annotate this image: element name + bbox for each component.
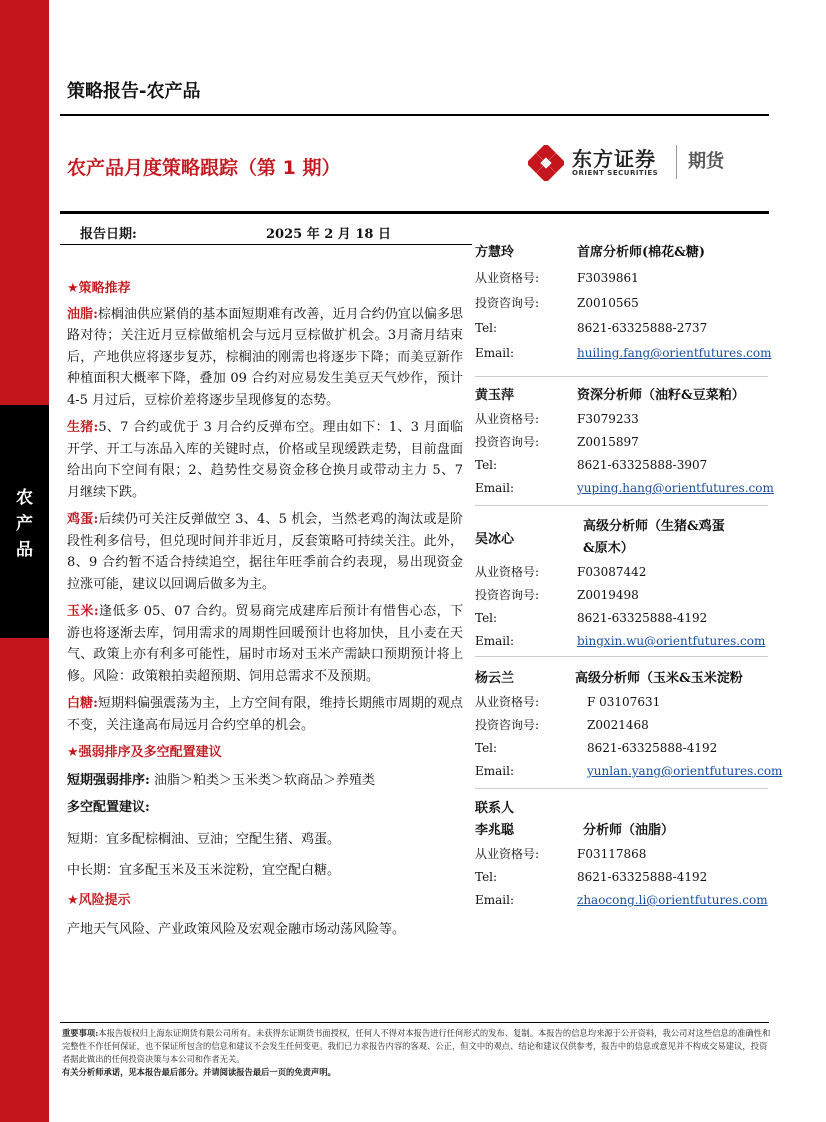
disclaimer: 重要事项:本报告版权归上海东证期货有限公司所有。未获得东证期货书面授权，任何人不得对本报告进行任何形式的发布、复制。本报告的信息均来源于公开资料，我公司对这些信息的准确性和完整性不作任何保证，也不保证所包含的信息和建议不会发生任何变更。我们已力求报告内容的客观、公正，但文中的观点、结论和建议仅供参考，报告中的信息或意见并不构成交易建议，投资者据此做出的任何投资决策与本公司和作者无关。 有关分析师承诺，见本报告最后部分。并请阅读报告最后一页的免责声明。 [62,1027,774,1079]
ranking-heading: ★强弱排序及多空配置建议 [67,745,222,760]
analyst-email-link[interactable]: yunlan.yang@orientfutures.com [587,764,783,778]
strategy-item-oils: 油脂:棕榈油供应紧俏的基本面短期难有改善，近月合约仍宜以偏多思路对待；关注近月豆棕做缩机会与远月豆棕做扩机会。3月斋月结束后，产地供应将逐步复苏，棕榈油的刚需也将逐步下降；而美豆新作种植面积大概率下降，叠加 09 合约对应易发生美豆天气炒作，预计 4-5 月过后，豆棕价差将逐步呈现修复的态势。 [67,306,463,408]
analyst-card: 黄玉萍 资深分析师（油籽&豆菜粕） 从业资格号: F3079233 投资咨询号: Z0015897 Tel: 8621-63325888-3907 Email: yuping.hang@orientfutures.com [475,385,775,499]
header-rule-thick [60,211,769,214]
analyst-divider [475,788,768,789]
report-title: 农产品月度策略跟踪（第 1 期） [67,157,341,179]
header-rule-top [60,114,769,116]
risk-text: 产地天气风险、产业政策风险及宏观金融市场动荡风险等。 [67,922,406,937]
strategy-heading: ★策略推荐 [67,281,131,296]
orient-logo-icon [528,145,564,181]
ranking-short-term: 短期强弱排序: 油脂＞粕类＞玉米类＞软商品＞养殖类 [67,772,375,788]
strategy-item-corn: 玉米:逢低多 05、07 合约。贸易商完成建库后预计有惜售心态，下游也将逐渐去库，饲用需求的周期性回暖预计也将加快，且小麦在天气、政策上亦有利多可能性，届时市场对玉米产需缺口预期预计将上修。风险：政策粮拍卖超预期、饲用总需求不及预期。 [67,604,463,684]
disclaimer-note: 有关分析师承诺，见本报告最后部分。并请阅读报告最后一页的免责声明。 [62,1067,336,1077]
report-date-label: 报告日期: [80,227,137,242]
contact-card: 联系人 李兆聪 分析师（油脂） 从业资格号: F03117868 Tel: 8621-63325888-4192 Email: zhaocong.li@orientfutures.com [475,798,775,911]
analyst-email-link[interactable]: bingxin.wu@orientfutures.com [577,634,766,648]
analyst-card: 杨云兰 高级分析师（玉米&玉米淀粉 从业资格号: F 03107631 投资咨询号: Z0021468 Tel: 8621-63325888-4192 Email: yunlan.yang@orientfutures.com [475,668,775,782]
strategy-item-eggs: 鸡蛋:后续仍可关注反弹做空 3、4、5 机会，当然老鸡的淘汰或是阶段性利多信号，但兑现时间并非近月，反套策略可持续关注。此外，8、9 合约暂不适合持续追空，据往年旺季前合约表现，易出现资金拉涨可能，建议以回调后做多为主。 [67,512,463,592]
analyst-divider [475,376,768,377]
analyst-email-link[interactable]: huiling.fang@orientfutures.com [577,346,772,360]
config-mid-long-term: 中长期：宜多配玉米及玉米淀粉，宜空配白糖。 [67,863,341,878]
analyst-email-link[interactable]: yuping.hang@orientfutures.com [577,481,774,495]
logo-english-name: ORIENT SECURITIES [572,169,659,177]
strategy-column [67,278,463,947]
config-heading: 多空配置建议: [67,800,150,815]
report-series: 策略报告-农产品 [67,81,201,102]
strategy-item-hogs: 生猪:5、7 合约或优于 3 月合约反弹布空。理由如下：1、3 月面临开学、开工与冻品入库的关键时点，价格或呈现缓跌走势，目前盘面给出向下空间有限；2、趋势性交易资金移仓换月或带动主力 5、7 月继续下跌。 [67,420,463,500]
date-rule [60,244,472,245]
logo-divider [676,145,677,179]
logo-chinese-name: 东方证券 [572,147,656,171]
analyst-divider [475,656,768,657]
analyst-card: 方慧玲 首席分析师(棉花&糖) 从业资格号: F3039861 投资咨询号: Z0010565 Tel: 8621-63325888-2737 Email: huiling.fang@orientfutures.com [475,242,775,364]
config-short-term: 短期：宜多配棕榈油、豆油；空配生猪、鸡蛋。 [67,831,341,847]
analyst-divider [475,505,768,506]
disclaimer-rule [60,1022,769,1023]
company-logo [528,143,733,181]
contact-heading: 联系人 [475,801,515,816]
risk-heading: ★风险提示 [67,892,131,908]
logo-futures: 期货 [688,151,724,172]
side-category-label: 农 产 品 [16,488,33,560]
strategy-item-sugar: 白糖:短期料偏强震荡为主，上方空间有限，维持长期熊市周期的观点不变，关注逢高布局远月合约空单的机会。 [67,696,463,733]
analyst-card: 吴冰心 高级分析师（生猪&鸡蛋 &原木） 从业资格号: F03087442 投资咨询号: Z0019498 Tel: 8621-63325888-4192 Email: bingxin.wu@orientfutures.com [475,516,775,652]
report-date-value: 2025 年 2 月 18 日 [266,227,391,242]
contact-email-link[interactable]: zhaocong.li@orientfutures.com [577,893,768,907]
